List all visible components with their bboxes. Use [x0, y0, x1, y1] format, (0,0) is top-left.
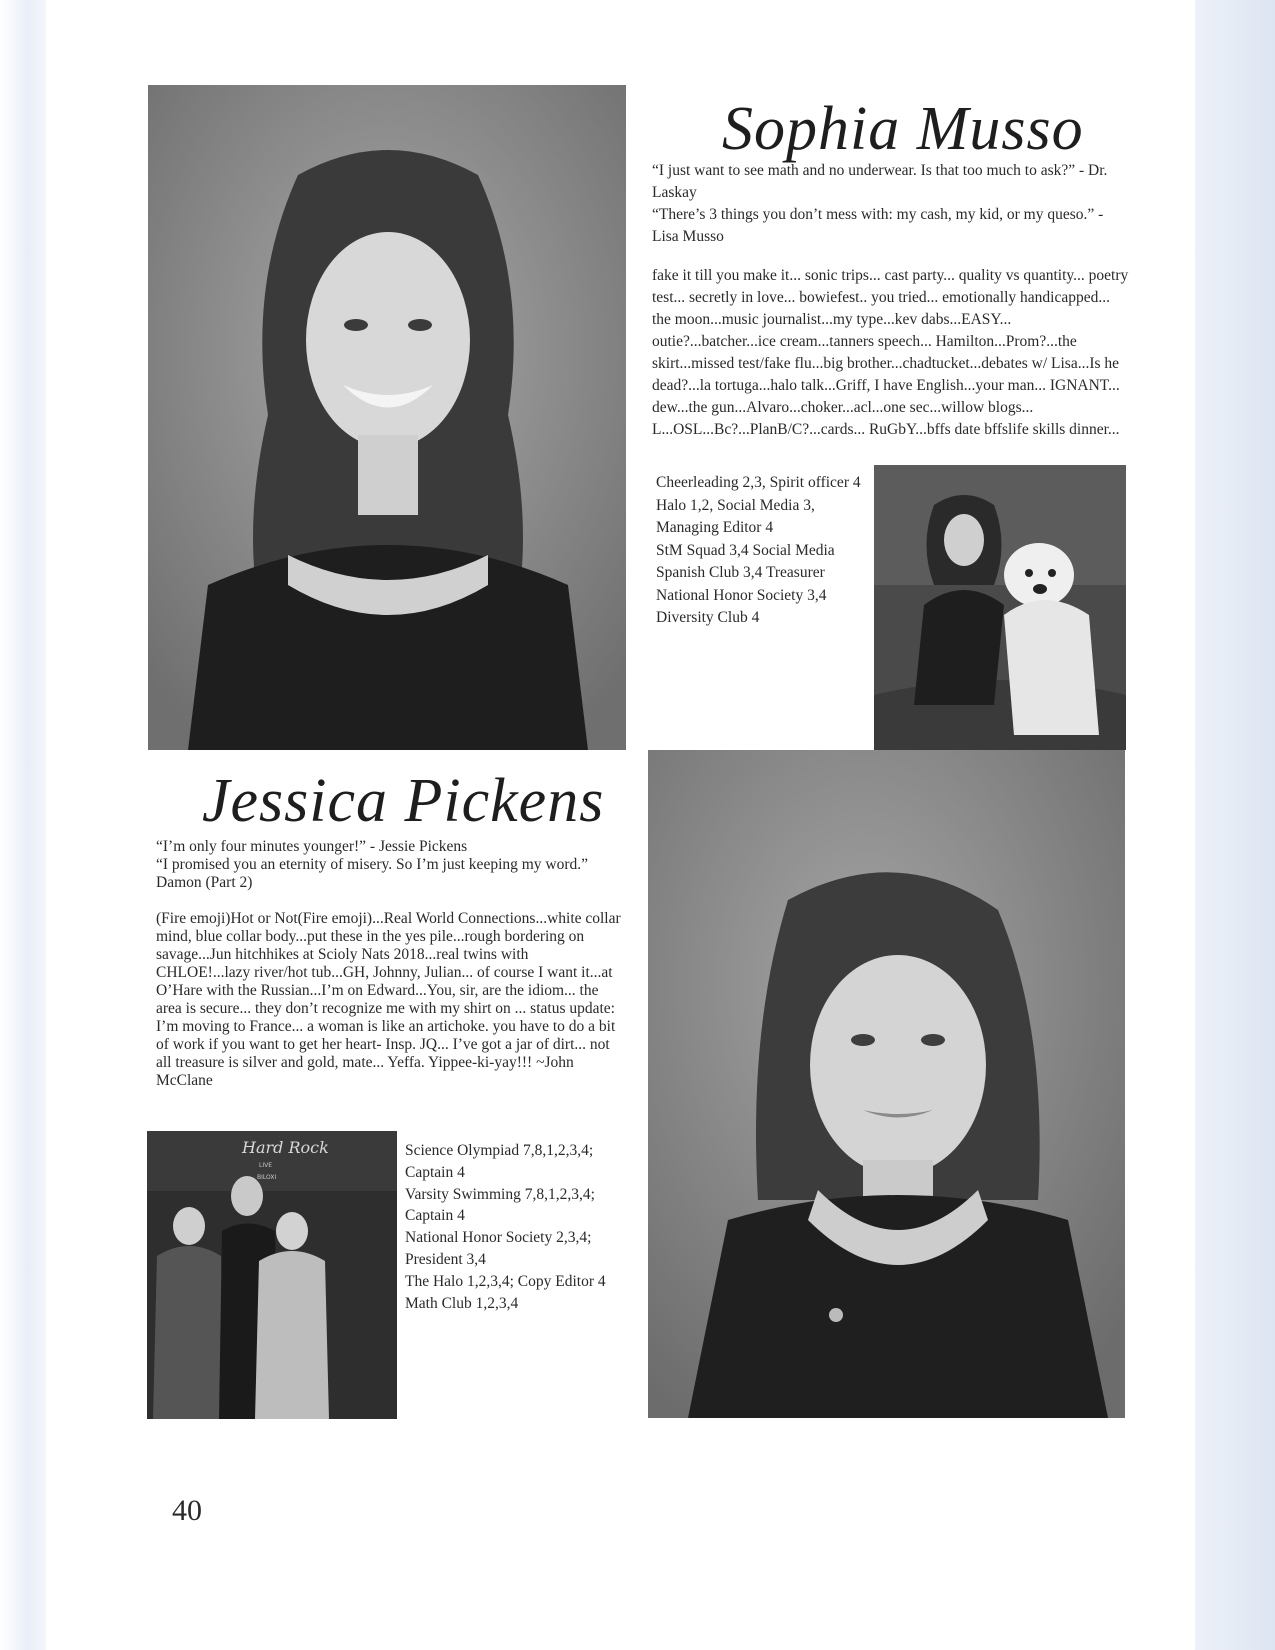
jessica-quote-1: “I’m only four minutes younger!” - Jessie Pickens — [156, 838, 468, 855]
jessica-group-photo — [147, 1131, 397, 1419]
jessica-activity: Math Club 1,2,3,4 — [405, 1294, 519, 1312]
jessica-memories: (Fire emoji)Hot or Not(Fire emoji)...Real World Connections...white collar mind, blue collar body...put these in the yes pile...rough bordering on savage...Jun hitchhikes at Scioly Nats 2018...real twins with CHLOE!...lazy river/hot tub...GH, Johnny, Julian... of course I want it...at O’Hare with the Russian...I’m on Edward...You, sir, are the idiom... the area is secure... they don’t recognize me with my shirt on ... status update: I’m moving to France... a woman is like an artichoke. you have to do a bit of work if you want to get her heart- Insp. JQ... I’ve got a jar of dirt... not all treasure is silver and gold, mate... Yeffa. Yippee-ki-yay!!! ~John McClane — [156, 910, 621, 1089]
jessica-activity: Varsity Swimming 7,8,1,2,3,4; — [405, 1185, 595, 1203]
sophia-name: Sophia Musso — [722, 95, 1084, 163]
jessica-activities — [405, 1140, 606, 1314]
sophia-activity: Diversity Club 4 — [656, 609, 760, 626]
sophia-activity: National Honor Society 3,4 — [656, 586, 827, 604]
jessica-activity: President 3,4 — [405, 1250, 486, 1268]
sophia-activity: Managing Editor 4 — [656, 519, 774, 536]
page-right-edge — [1195, 0, 1275, 1650]
jessica-activity: Captain 4 — [405, 1163, 465, 1181]
jessica-activity: Captain 4 — [405, 1207, 465, 1225]
sophia-activity: Cheerleading 2,3, Spirit officer 4 — [656, 474, 861, 491]
jessica-activity: Science Olympiad 7,8,1,2,3,4; — [405, 1142, 594, 1159]
jessica-name: Jessica Pickens — [202, 767, 605, 835]
jessica-activity: The Halo 1,2,3,4; Copy Editor 4 — [405, 1272, 606, 1290]
sophia-quotes — [652, 160, 1130, 248]
sophia-activity: Spanish Club 3,4 Treasurer — [656, 564, 825, 581]
jessica-portrait — [648, 750, 1125, 1418]
sophia-activity: StM Squad 3,4 Social Media — [656, 541, 835, 559]
hard-rock-sign-location: BILOXI — [257, 1174, 277, 1181]
jessica-quotes — [156, 838, 626, 892]
hard-rock-sign-sub: LIVE — [259, 1162, 273, 1169]
sophia-memories: fake it till you make it... sonic trips... cast party... quality vs quantity... poetry test... secretly in love... bowiefest.. you tried... emotionally handicapped... the moon...music journalist...my type...kev dabs...EASY... outie?...batcher...ice cream...tanners speech... Hamilton...Prom?...the skirt...missed test/fake flu...big brother...chadtucket...debates w/ Lisa...Is he dead?...la tortuga...halo talk...Griff, I have English...your man... IGNANT... dew...the gun...Alvaro...choker...acl...one sec...willow blogs... L...OSL...Bc?...PlanB/C?...cards... RuGbY...bffs date bffslife skills dinner... — [652, 267, 1129, 438]
sophia-portrait — [148, 85, 626, 750]
jessica-quote-2: “I promised you an eternity of misery. So I’m just keeping my word.” Damon (Part 2) — [156, 856, 589, 891]
sophia-activity: Halo 1,2, Social Media 3, — [656, 496, 815, 514]
sophia-quote-2: “There’s 3 things you don’t mess with: my cash, my kid, or my queso.” - Lisa Musso — [652, 206, 1104, 245]
sophia-dog-photo — [874, 465, 1126, 750]
sophia-activities — [656, 472, 861, 630]
jessica-activity: National Honor Society 2,3,4; — [405, 1229, 592, 1247]
page-left-edge — [0, 0, 46, 1650]
sophia-quote-1: “I just want to see math and no underwear. Is that too much to ask?” - Dr. Laskay — [652, 162, 1108, 201]
hard-rock-sign: Hard Rock — [242, 1138, 329, 1157]
page-number: 40 — [172, 1494, 202, 1527]
